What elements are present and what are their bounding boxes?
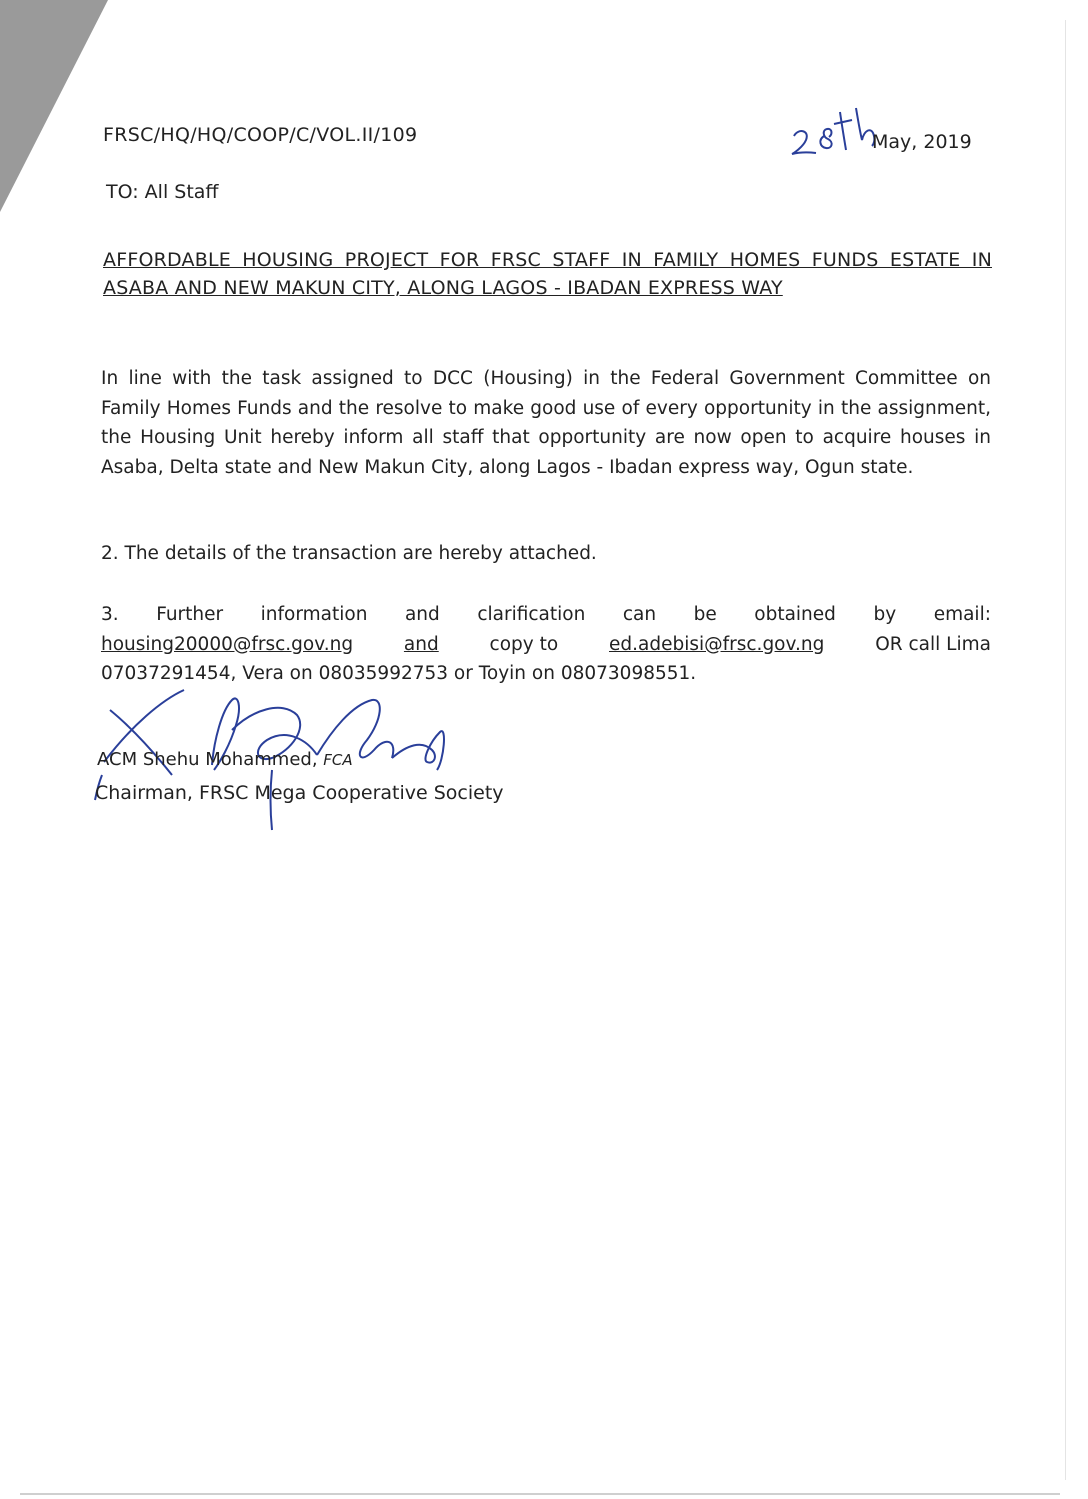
page-edge [1065,20,1066,1480]
scan-corner-shadow [0,0,110,215]
letter-date [788,106,998,166]
paragraph-2: 2. The details of the transaction are hereby attached. [101,543,597,564]
paragraph-3-line-3: 07037291454, Vera on 08035992753 or Toyin on 08073098551. [101,663,697,684]
signatory-name: ACM Shehu Mohammed, FCA [97,749,353,770]
or-call-text: OR call Lima [875,633,991,655]
paragraph-1: In line with the task assigned to DCC (Housing) in the Federal Government Committee on Family Homes Funds and the resolve to make good use of every opportunity in the assignment, the Housing Unit hereby inform all staff that opportunity are now open to acquire houses in Asaba, Delta state and New Makun City, along Lagos - Ibadan express way, Ogun state. [101,368,991,478]
date-month-year: May, 2019 [872,131,972,153]
signatory-title: Chairman, FRSC Mega Cooperative Society [95,782,504,804]
reference-number: FRSC/HQ/HQ/COOP/C/VOL.II/109 [103,124,418,146]
paragraph-3-line-1: 3. Further information and clarification can be obtained by email: [101,604,991,625]
copy-to-text: copy to [489,633,559,655]
email-link-adebisi[interactable]: ed.adebisi@frsc.gov.ng [609,633,825,655]
recipient-line: TO: All Staff [106,181,219,203]
and-word: and [403,633,439,655]
handwritten-day [788,106,878,166]
subject-heading: AFFORDABLE HOUSING PROJECT FOR FRSC STAFF IN FAMILY HOMES FUNDS ESTATE IN ASABA AND NEW MAKUN CITY, ALONG LAGOS - IBADAN EXPRESS WAY [103,249,992,299]
paragraph-3-line-2 [101,630,991,660]
scan-bottom-edge [20,1493,1060,1495]
email-link-housing[interactable]: housing20000@frsc.gov.ng [101,633,354,655]
